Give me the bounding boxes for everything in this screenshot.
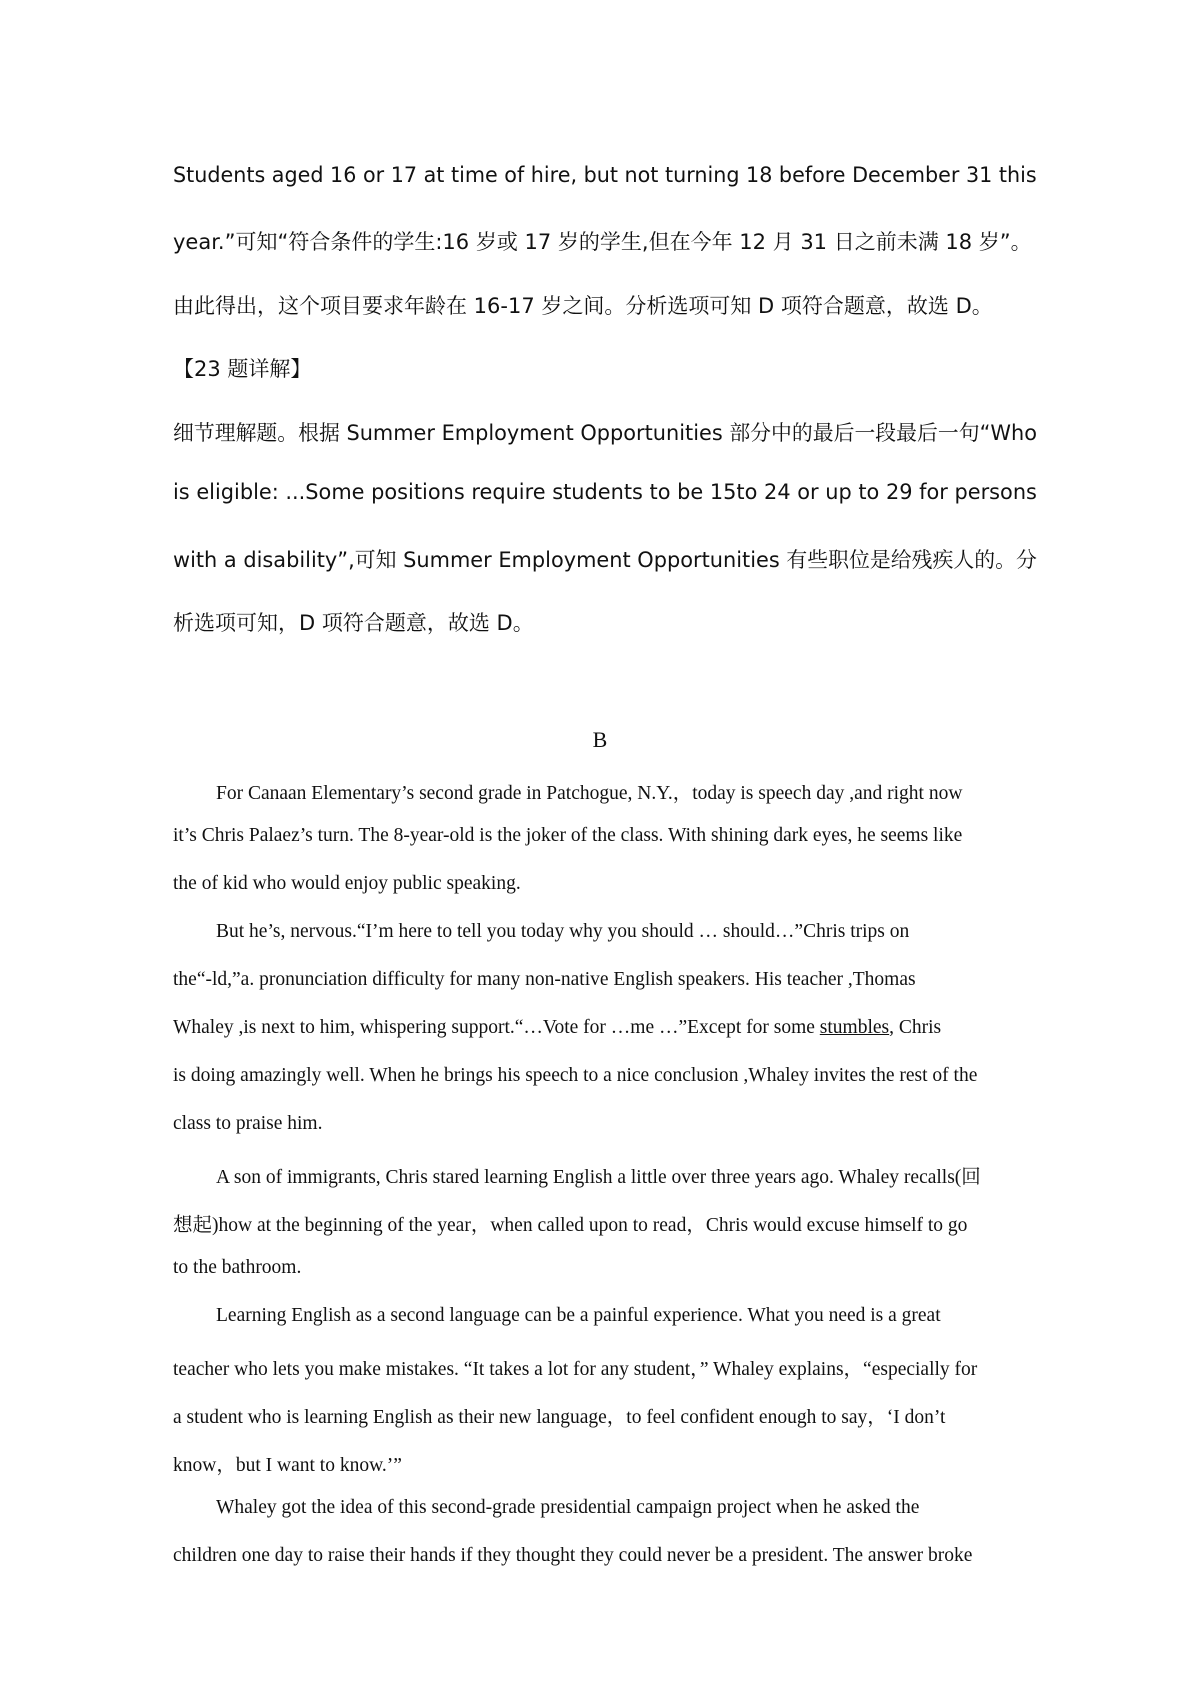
passage-line: the of kid who would enjoy public speaking. (173, 873, 521, 894)
passage-line: A son of immigrants, Chris stared learning English a little over three years ago. Whaley recalls(回 (216, 1167, 981, 1188)
passage-line: a student who is learning English as their new language，to feel confident enough to say，‘I don’t (173, 1407, 946, 1428)
passage-line: Whaley got the idea of this second-grade presidential campaign project when he asked the (216, 1497, 920, 1518)
passage-letter: B (592, 727, 608, 752)
passage-line: But he’s, nervous.“I’m here to tell you today why you should … should…”Chris trips on (216, 921, 910, 942)
passage-line: the“-ld,”a. pronunciation difficulty for many non-native English speakers. His teacher ,Thomas (173, 969, 916, 990)
passage-line: teacher who lets you make mistakes. “It takes a lot for any student，” Whaley explains，“especially for (173, 1359, 978, 1380)
explanation-line: Students aged 16 or 17 at time of hire, but not turning 18 before December 31 this (173, 163, 1037, 187)
passage-line: 想起)how at the beginning of the year，when called upon to read，Chris would excuse himself to go (173, 1215, 968, 1236)
passage-line: children one day to raise their hands if they thought they could never be a president. The answer broke (173, 1545, 973, 1566)
passage-line: know，but I want to know.’” (173, 1455, 402, 1476)
passage-line: is doing amazingly well. When he brings his speech to a nice conclusion ,Whaley invites the rest of the (173, 1065, 978, 1086)
passage-line: it’s Chris Palaez’s turn. The 8-year-old is the joker of the class. With shining dark eyes, he seems like (173, 825, 963, 846)
passage-text: , Chris (889, 1017, 942, 1038)
explanation-line: with a disability”,可知 Summer Employment Opportunities 有些职位是给残疾人的。分 (173, 548, 1037, 572)
explanation-line: is eligible: ...Some positions require students to be 15to 24 or up to 29 for persons (173, 480, 1037, 504)
underlined-word: stumbles (819, 1017, 890, 1038)
explanation-line: 由此得出，这个项目要求年龄在 16-17 岁之间。分析选项可知 D 项符合题意，故选 D。 (173, 294, 993, 318)
passage-text: Whaley ,is next to him, whispering support.“…Vote for …me …”Except for some (173, 1017, 820, 1038)
explanation-line: 细节理解题。根据 Summer Employment Opportunities 部分中的最后一段最后一句“Who (173, 421, 1037, 445)
passage-line: class to praise him. (173, 1113, 323, 1134)
passage-line (173, 1017, 941, 1039)
passage-line: For Canaan Elementary’s second grade in Patchogue, N.Y.，today is speech day ,and right now (216, 783, 963, 804)
passage-line: Learning English as a second language can be a painful experience. What you need is a great (216, 1305, 941, 1326)
passage-line: to the bathroom. (173, 1257, 302, 1278)
question-23-heading: 【23 题详解】 (173, 357, 312, 381)
explanation-line: 析选项可知，D 项符合题意，故选 D。 (173, 611, 534, 635)
explanation-line: year.”可知“符合条件的学生:16 岁或 17 岁的学生,但在今年 12 月 31 日之前未满 18 岁”。 (173, 230, 1032, 254)
